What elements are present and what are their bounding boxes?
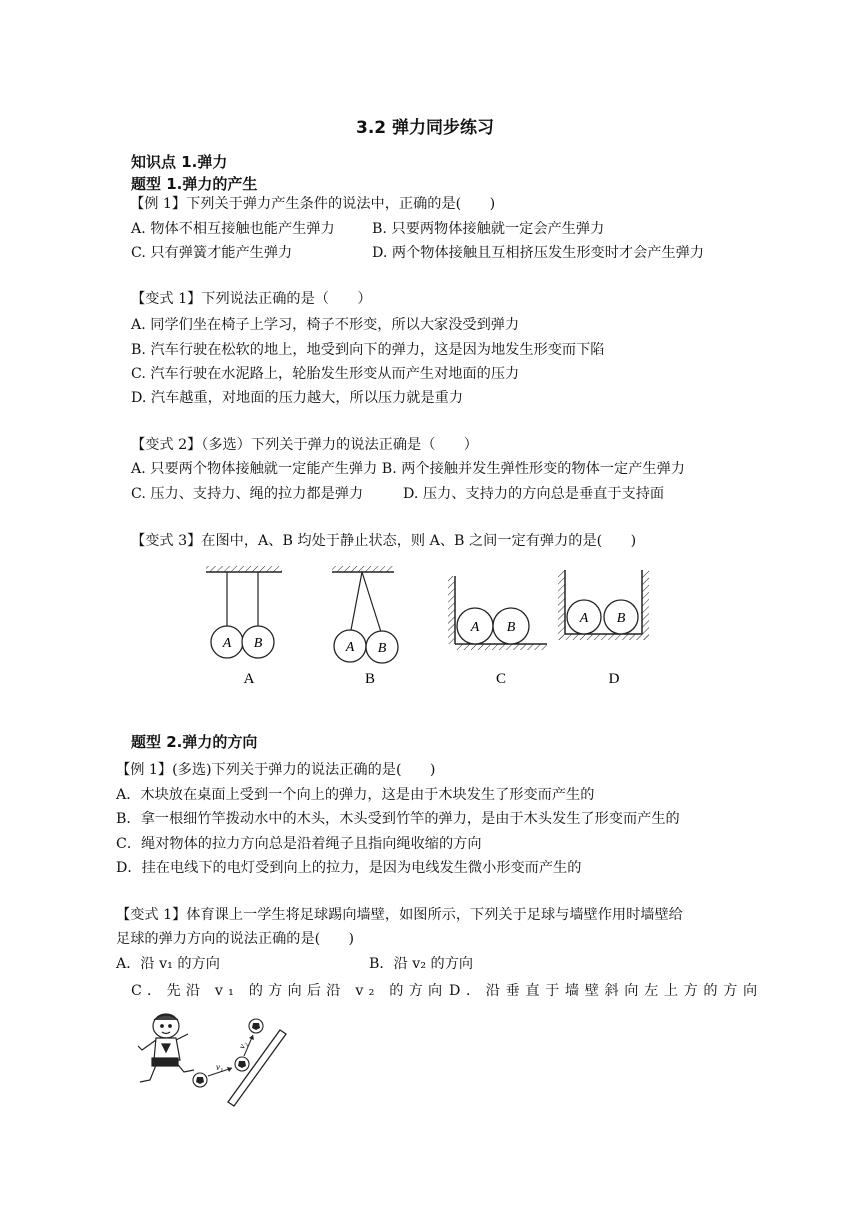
caption-d: D: [608, 671, 620, 687]
t2-ex1-stem: 【例 1】(多选)下列关于弹力的说法正确的是( ): [116, 762, 436, 778]
caption-b: B: [364, 671, 376, 687]
var1-stem: 【变式 1】下列说法正确的是（ ）: [131, 291, 372, 307]
ball-a-label: A: [579, 611, 589, 626]
balls-figure: [0, 562, 860, 692]
page-title: 3.2 弹力同步练习: [356, 118, 495, 138]
t2-ex1-option-c: C．绳对物体的拉力方向总是沿着绳子且指向绳收缩的方向: [116, 836, 482, 852]
ball-b-label: B: [616, 611, 626, 626]
caption-c: C: [495, 671, 507, 687]
type1-heading: 题型 1.弹力的产生: [131, 175, 258, 193]
figure-a: [206, 566, 282, 658]
var2-option-d: D. 压力、支持力的方向总是垂直于支持面: [403, 486, 665, 502]
t2-ex1-option-a: A．木块放在桌面上受到一个向上的弹力，这是由于木块发生了形变而产生的: [116, 787, 595, 803]
ball-a-label: A: [470, 620, 480, 635]
ex1-stem: 【例 1】下列关于弹力产生条件的说法中，正确的是( ): [130, 196, 496, 212]
t2-var1-option-a: A．沿 v₁ 的方向: [116, 956, 220, 972]
var1-option-a: A. 同学们坐在椅子上学习，椅子不形变，所以大家没受到弹力: [131, 317, 520, 333]
figure-d: [558, 570, 649, 640]
ball-b-label: B: [506, 620, 516, 635]
var1-option-b: B. 汽车行驶在松软的地上，地受到向下的弹力，这是因为地发生形变而下陷: [131, 342, 605, 358]
t2-var1-stem-line1: 【变式 1】体育课上一学生将足球踢向墙壁，如图所示，下列关于足球与墙壁作用时墙壁给: [116, 907, 683, 923]
var2-option-ab: A. 只要两个物体接触就一定能产生弹力 B. 两个接触并发生弹性形变的物体一定产生弹力: [131, 461, 685, 477]
student-kicking: [138, 1014, 194, 1082]
t2-var1-option-b: B．沿 v₂ 的方向: [369, 956, 474, 972]
section-heading: 知识点 1.弹力: [131, 153, 228, 171]
ex1-option-d: D. 两个物体接触且互相挤压发生形变时才会产生弹力: [372, 245, 705, 261]
t2-ex1-option-d: D．挂在电线下的电灯受到向上的拉力，是因为电线发生微小形变而产生的: [116, 860, 582, 876]
v1-label: v₁: [216, 1062, 224, 1072]
ball-b-label: B: [253, 636, 263, 651]
ball-b-label: B: [377, 641, 387, 656]
t2-var1-option-d: D．沿垂直于墙壁斜向左上方的方向: [449, 983, 763, 999]
ex1-option-a: A. 物体不相互接触也能产生弹力: [131, 221, 335, 237]
var2-stem: 【变式 2】（多选）下列关于弹力的说法正确是（ ）: [131, 437, 478, 453]
type2-heading: 题型 2.弹力的方向: [131, 733, 258, 751]
t2-var1-option-c: C．先沿 v₁ 的方向后沿 v₂ 的方向: [131, 983, 448, 999]
ex1-option-c: C. 只有弹簧才能产生弹力: [131, 245, 293, 261]
football-figure: [132, 1008, 302, 1108]
ball-a-label: A: [345, 640, 355, 655]
var1-option-c: C. 汽车行驶在水泥路上，轮胎发生形变从而产生对地面的压力: [131, 366, 520, 382]
t2-ex1-option-b: B．拿一根细竹竿拨动水中的木头，木头受到竹竿的弹力，是由于木头发生了形变而产生的: [116, 811, 680, 827]
figure-c: [448, 576, 547, 650]
v2-label: v₂: [236, 1039, 249, 1051]
var3-stem: 【变式 3】在图中，A、B 均处于静止状态，则 A、B 之间一定有弹力的是( ): [131, 533, 637, 549]
ex1-option-b: B. 只要两物体接触就一定会产生弹力: [372, 221, 605, 237]
caption-a: A: [243, 671, 255, 687]
t2-var1-stem-line2: 足球的弹力方向的说法正确的是( ): [116, 931, 355, 947]
ball-a-label: A: [222, 636, 232, 651]
figure-b: [332, 566, 398, 663]
var1-option-d: D. 汽车越重，对地面的压力越大，所以压力就是重力: [131, 390, 464, 406]
var2-option-c: C. 压力、支持力、绳的拉力都是弹力: [131, 486, 364, 502]
